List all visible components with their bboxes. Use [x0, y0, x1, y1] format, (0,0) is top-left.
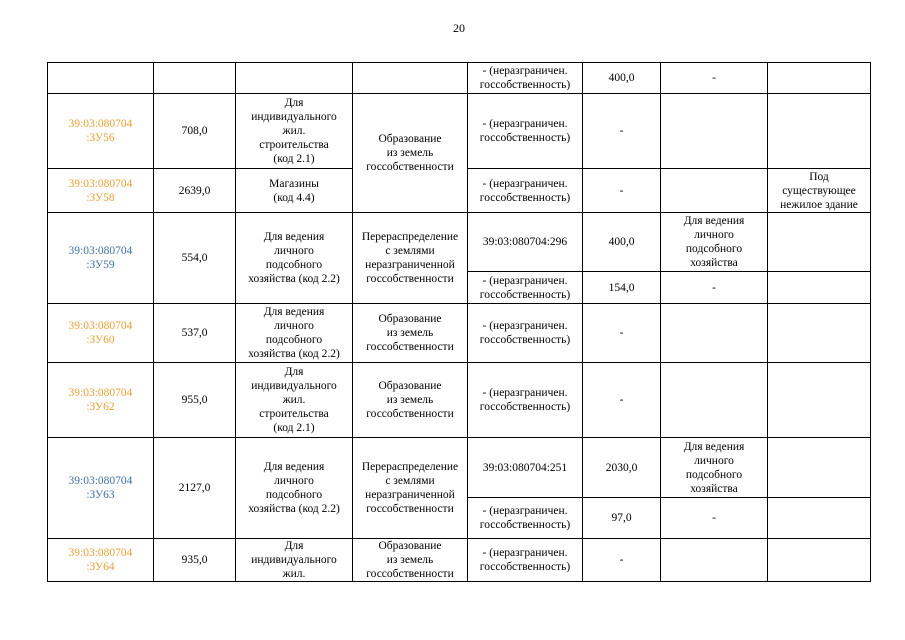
area-cell: 708,0 — [154, 94, 236, 169]
land-plots-table — [47, 62, 871, 582]
cadastral-cell: 39:03:080704 :ЗУ62 — [48, 363, 154, 438]
part-source-cell: - (неразграничен. госсобственность) — [468, 169, 583, 213]
use-cell: Для индивидуального жил. строительства (код 2.1) — [236, 94, 353, 169]
note-cell — [768, 539, 871, 582]
method-cell — [353, 63, 468, 94]
area-cell: 2127,0 — [154, 438, 236, 539]
part-use-cell — [661, 363, 768, 438]
part-source-cell: - (неразграничен. госсобственность) — [468, 539, 583, 582]
part-use-cell — [661, 539, 768, 582]
note-cell — [768, 63, 871, 94]
part-use-cell — [661, 304, 768, 363]
cadastral-cell: 39:03:080704 :ЗУ56 — [48, 94, 154, 169]
part-area-cell: - — [583, 304, 661, 363]
part-area-cell: - — [583, 169, 661, 213]
table-row-zu64 — [48, 539, 871, 582]
note-cell — [768, 94, 871, 169]
use-cell: Для индивидуального жил. строительства (код 2.1) — [236, 363, 353, 438]
table-row-zu63 — [48, 438, 871, 498]
part-source-cell: - (неразграничен. госсобственность) — [468, 363, 583, 438]
area-cell: 955,0 — [154, 363, 236, 438]
part-area-cell: 2030,0 — [583, 438, 661, 498]
note-cell — [768, 498, 871, 539]
use-cell: Магазины (код 4.4) — [236, 169, 353, 213]
part-area-cell: - — [583, 539, 661, 582]
table-row-zu60 — [48, 304, 871, 363]
part-source-cell: - (неразграничен. госсобственность) — [468, 63, 583, 94]
part-source-cell: - (неразграничен. госсобственность) — [468, 498, 583, 539]
area-cell: 2639,0 — [154, 169, 236, 213]
note-cell: Под существующее нежилое здание — [768, 169, 871, 213]
method-cell: Образование из земель госсобственности — [353, 304, 468, 363]
table-row-zu59 — [48, 213, 871, 272]
part-source-cell: - (неразграничен. госсобственность) — [468, 94, 583, 169]
cadastral-cell: 39:03:080704 :ЗУ64 — [48, 539, 154, 582]
part-area-cell: - — [583, 363, 661, 438]
part-source-cell: 39:03:080704:296 — [468, 213, 583, 272]
part-use-cell: - — [661, 498, 768, 539]
cadastral-cell — [48, 63, 154, 94]
part-area-cell: 400,0 — [583, 63, 661, 94]
cadastral-cell: 39:03:080704 :ЗУ59 — [48, 213, 154, 304]
method-cell: Образование из земель госсобственности — [353, 539, 468, 582]
method-cell: Перераспределение с землями неразграниченной госсобственности — [353, 213, 468, 304]
area-cell — [154, 63, 236, 94]
note-cell — [768, 304, 871, 363]
part-use-cell: Для ведения личного подсобного хозяйства — [661, 438, 768, 498]
part-source-cell: 39:03:080704:251 — [468, 438, 583, 498]
part-use-cell — [661, 169, 768, 213]
part-use-cell: - — [661, 272, 768, 304]
part-area-cell: 154,0 — [583, 272, 661, 304]
part-source-cell: - (неразграничен. госсобственность) — [468, 272, 583, 304]
use-cell: Для индивидуального жил. — [236, 539, 353, 582]
note-cell — [768, 213, 871, 272]
method-cell: Образование из земель госсобственности — [353, 94, 468, 213]
part-area-cell: - — [583, 94, 661, 169]
part-area-cell: 97,0 — [583, 498, 661, 539]
method-cell: Образование из земель госсобственности — [353, 363, 468, 438]
table-row-zu62 — [48, 363, 871, 438]
part-use-cell: Для ведения личного подсобного хозяйства — [661, 213, 768, 272]
area-cell: 554,0 — [154, 213, 236, 304]
use-cell: Для ведения личного подсобного хозяйства (код 2.2) — [236, 304, 353, 363]
part-use-cell — [661, 94, 768, 169]
note-cell — [768, 272, 871, 304]
table-row-continuation — [48, 63, 871, 94]
note-cell — [768, 438, 871, 498]
part-use-cell: - — [661, 63, 768, 94]
area-cell: 537,0 — [154, 304, 236, 363]
cadastral-cell: 39:03:080704 :ЗУ63 — [48, 438, 154, 539]
use-cell: Для ведения личного подсобного хозяйства (код 2.2) — [236, 438, 353, 539]
page-number: 20 — [453, 21, 465, 35]
note-cell — [768, 363, 871, 438]
part-area-cell: 400,0 — [583, 213, 661, 272]
area-cell: 935,0 — [154, 539, 236, 582]
cadastral-cell: 39:03:080704 :ЗУ58 — [48, 169, 154, 213]
part-source-cell: - (неразграничен. госсобственность) — [468, 304, 583, 363]
table-row-zu56 — [48, 94, 871, 169]
use-cell — [236, 63, 353, 94]
method-cell: Перераспределение с землями неразграниченной госсобственности — [353, 438, 468, 539]
use-cell: Для ведения личного подсобного хозяйства (код 2.2) — [236, 213, 353, 304]
cadastral-cell: 39:03:080704 :ЗУ60 — [48, 304, 154, 363]
